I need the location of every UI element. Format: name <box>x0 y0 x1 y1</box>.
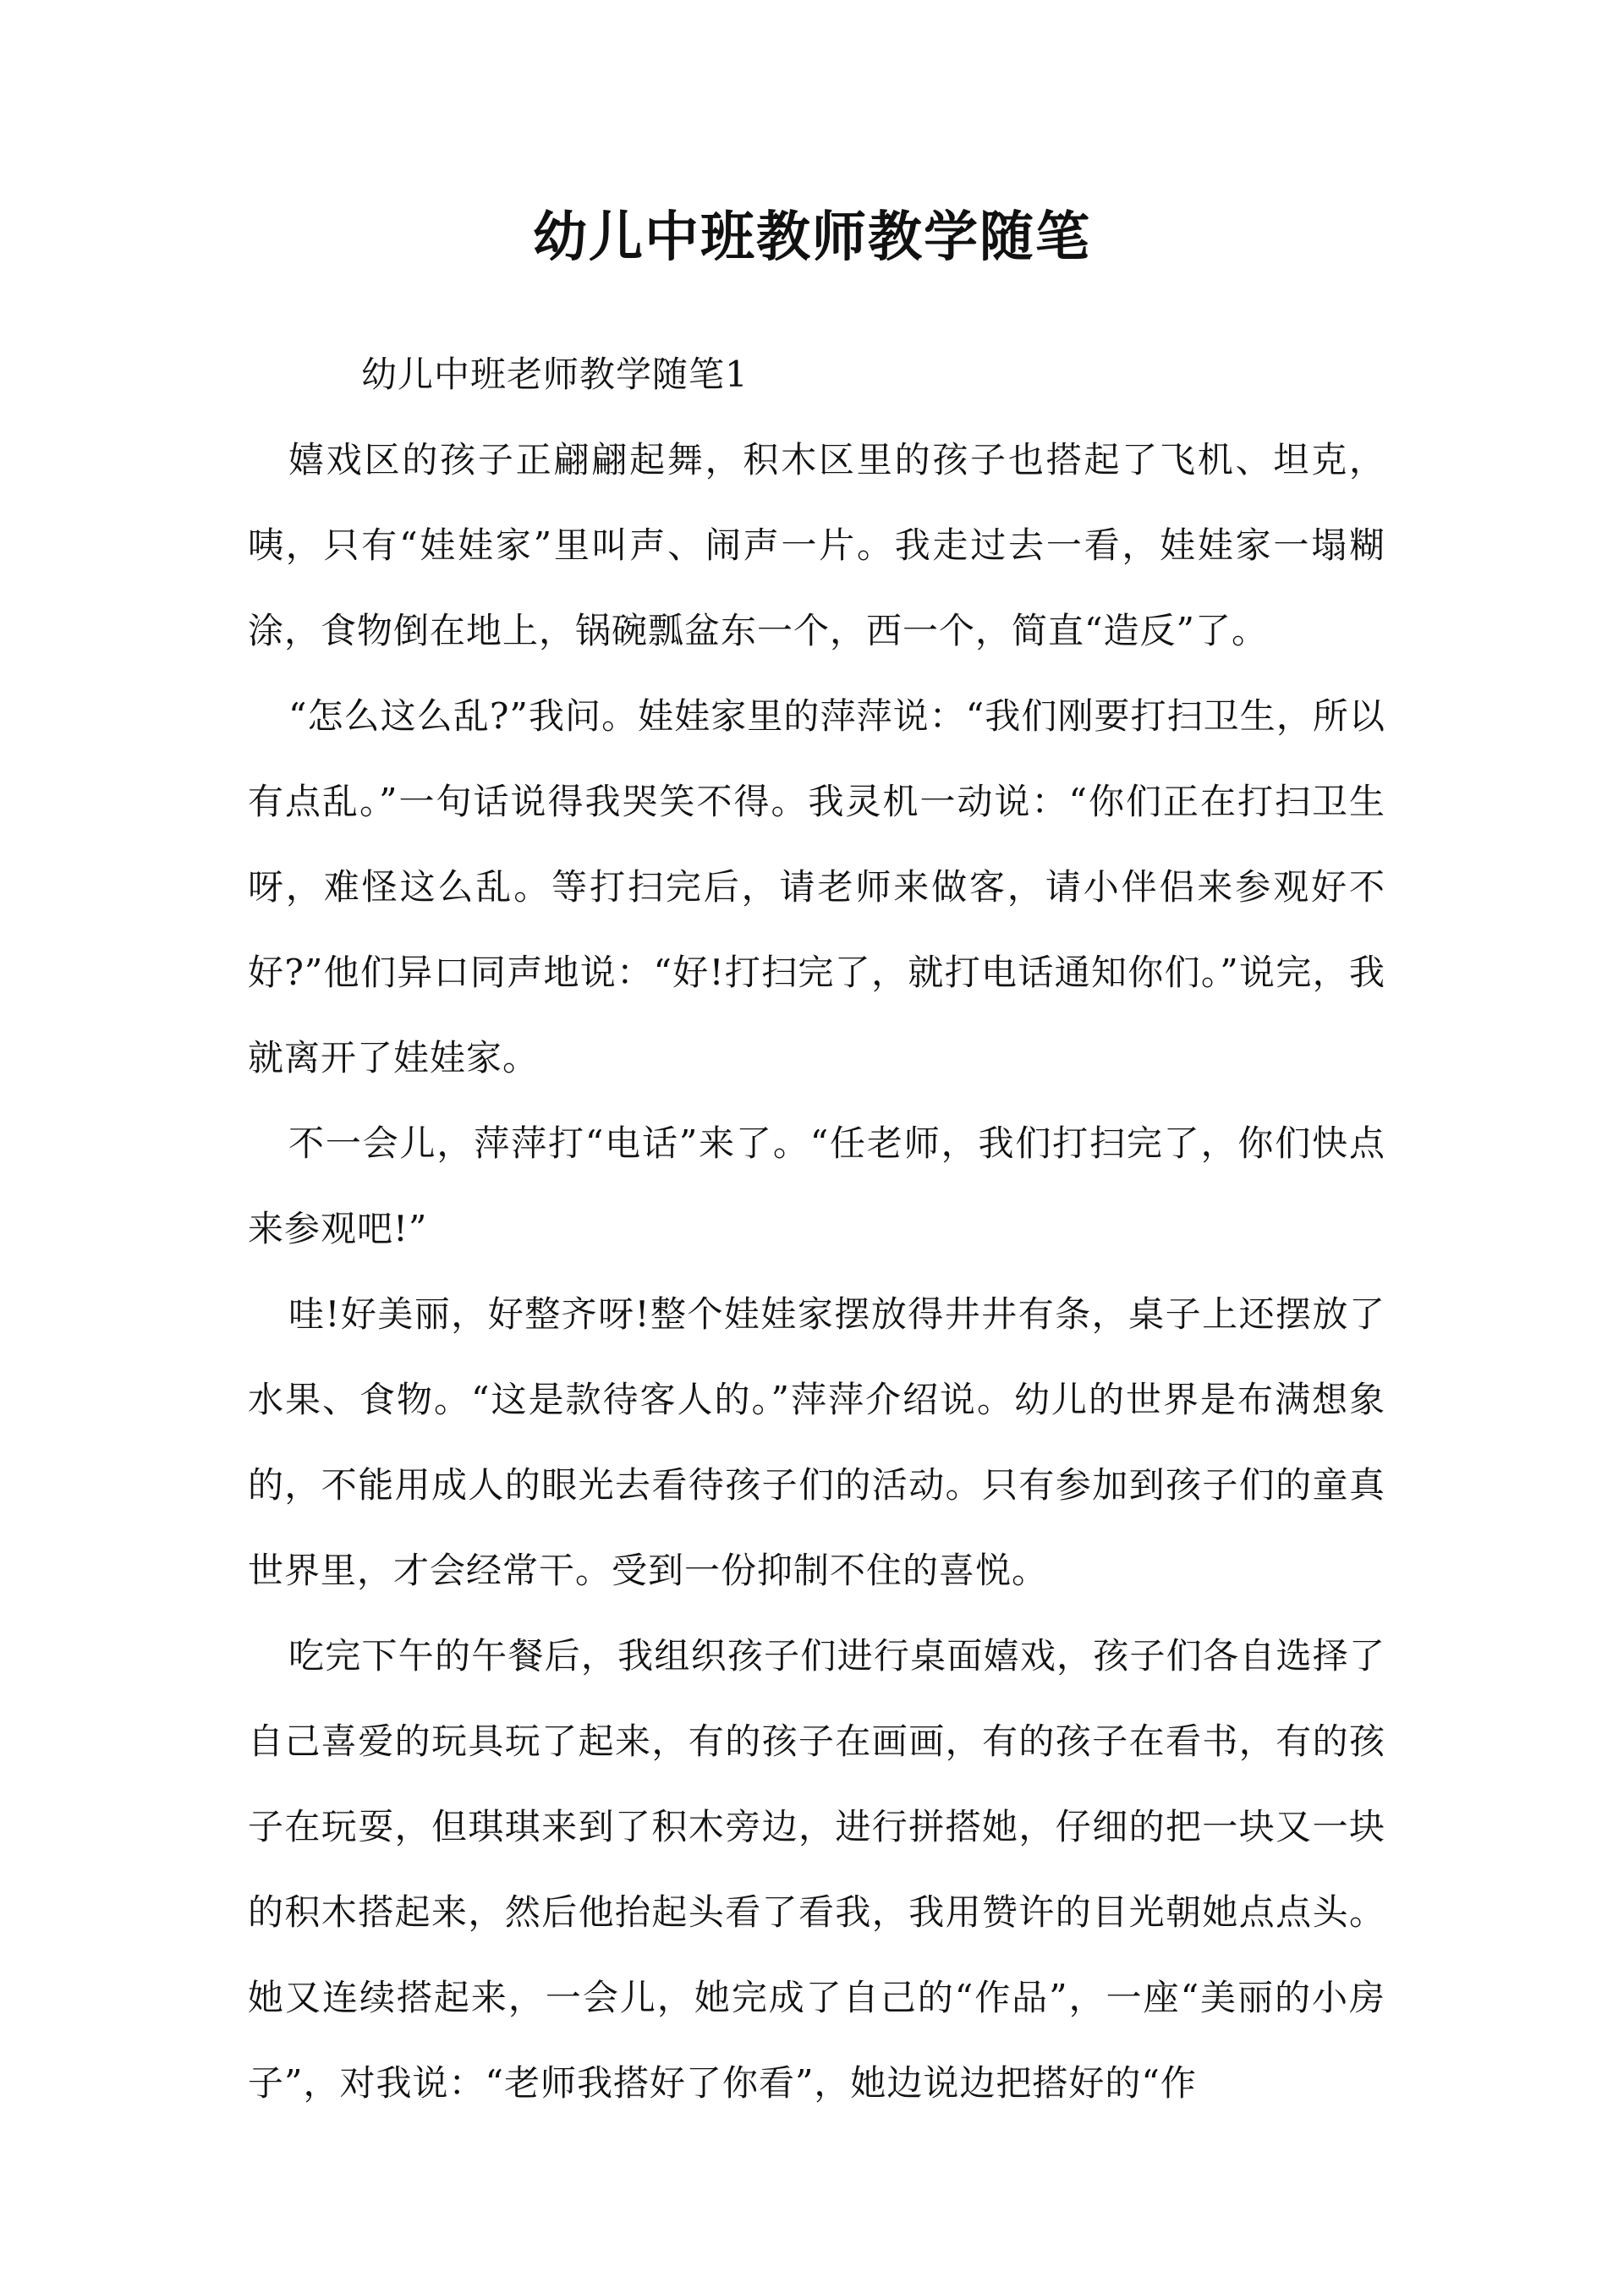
paragraph-5: 吃完下午的午餐后，我组织孩子们进行桌面嬉戏，孩子们各自选择了自己喜爱的玩具玩了起来，有的孩子在画画，有的孩子在看书，有的孩子在玩耍，但琪琪来到了积木旁边，进行拼搭她，仔细的把一块又一块的积木搭起来，然后他抬起头看了看我，我用赞许的目光朝她点点头。她又连续搭起来，一会儿，她完成了自己的“作品”，一座“美丽的小房子”，对我说：“老师我搭好了你看”，她边说边把搭好的“作 <box>248 1635 1385 2104</box>
document-body <box>248 332 1385 2126</box>
paragraph-1: 嬉戏区的孩子正翩翩起舞，积木区里的孩子也搭起了飞机、坦克，咦，只有“娃娃家”里叫声、闹声一片。我走过去一看，娃娃家一塌糊涂，食物倒在地上，锅碗瓢盆东一个，西一个，简直“造反”了。 <box>248 439 1385 651</box>
document-title: 幼儿中班教师教学随笔 <box>533 206 1091 269</box>
paragraph-2: “怎么这么乱?”我问。娃娃家里的萍萍说：“我们刚要打扫卫生，所以有点乱。”一句话说得我哭笑不得。我灵机一动说：“你们正在打扫卫生呀，难怪这么乱。等打扫完后，请老师来做客，请小伴侣来参观好不好?”他们异口同声地说：“好!打扫完了，就打电话通知你们。”说完，我就离开了娃娃家。 <box>248 695 1385 1078</box>
paragraph-3: 不一会儿，萍萍打“电话”来了。“任老师，我们打扫完了，你们快点来参观吧!” <box>248 1122 1385 1249</box>
paragraph-4: 哇!好美丽，好整齐呀!整个娃娃家摆放得井井有条，桌子上还摆放了水果、食物。“这是款待客人的。”萍萍介绍说。幼儿的世界是布满想象的，不能用成人的眼光去看待孩子们的活动。只有参加到孩子们的童真世界里，才会经常干。受到一份抑制不住的喜悦。 <box>248 1293 1385 1591</box>
section-heading: 幼儿中班老师教学随笔1 <box>361 354 749 395</box>
